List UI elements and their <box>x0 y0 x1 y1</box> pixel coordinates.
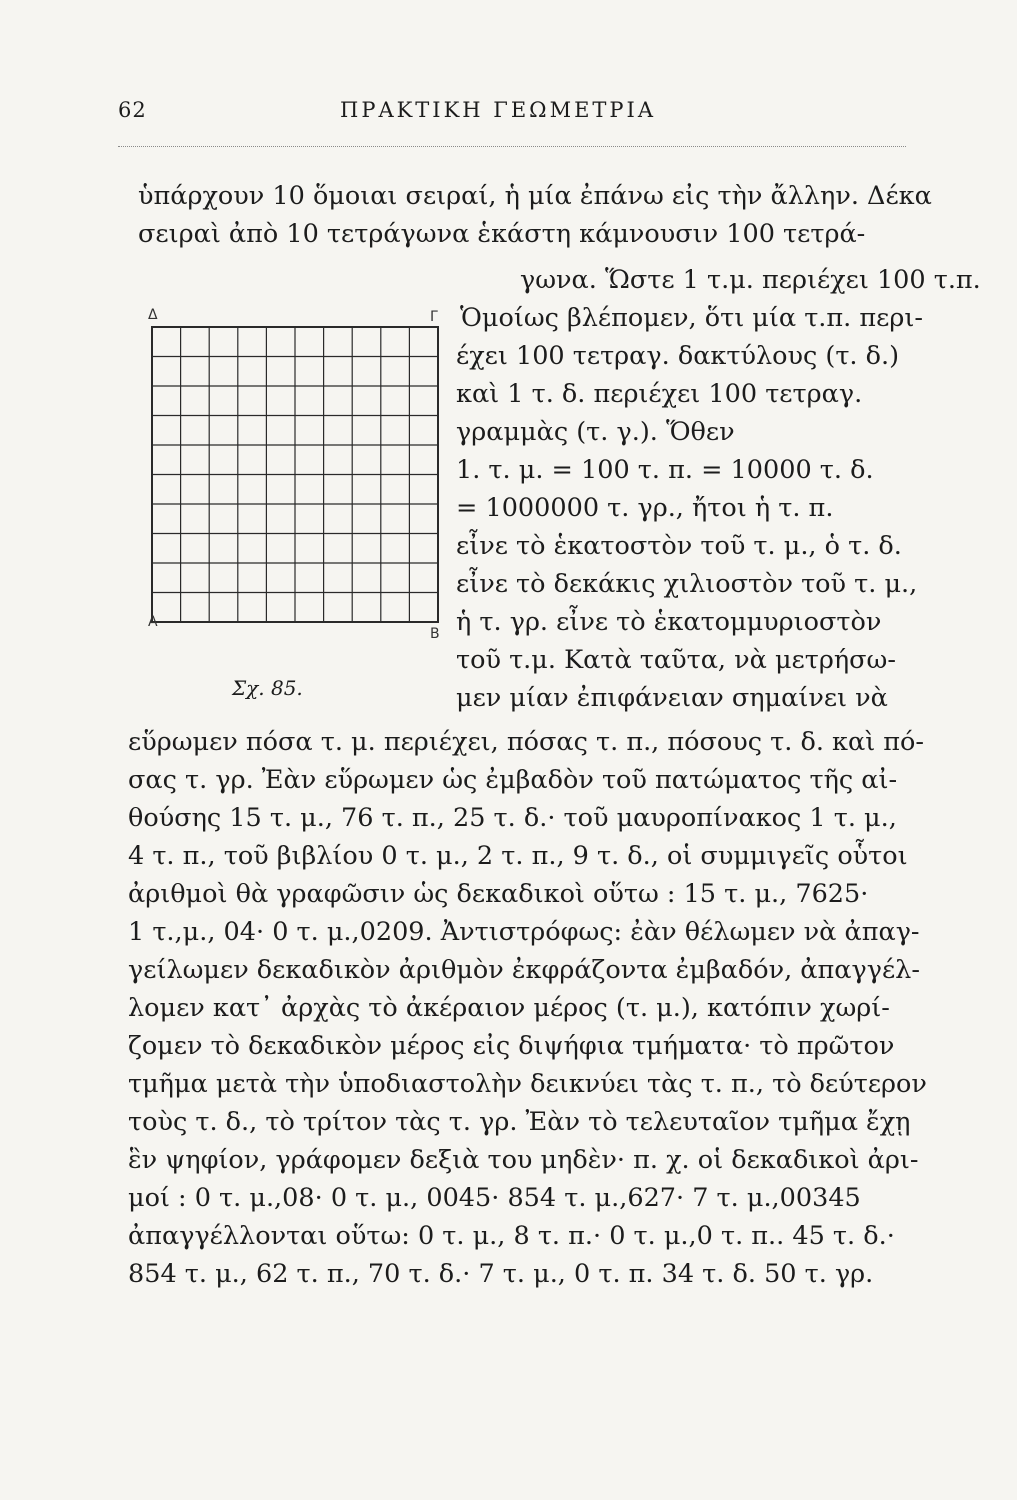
side-line-4: καὶ 1 τ. δ. περιέχει 100 τετραγ. <box>456 379 863 409</box>
figure-label-top-left: Δ <box>148 307 158 323</box>
text-line-bottom-8: λομεν κατ᾽ ἀρχὰς τὸ ἀκέραιον μέρος (τ. μ.), κατόπιν χωρί- <box>128 993 890 1023</box>
figure-label-bottom-right: Β <box>430 626 440 642</box>
text-line-bottom-10: τμῆμα μετὰ τὴν ὑποδιαστολὴν δεικνύει τὰς τ. π., τὸ δεύτερον <box>128 1069 927 1099</box>
text-line-bottom-11: τοὺς τ. δ., τὸ τρίτον τὰς τ. γρ. Ἐὰν τὸ τελευταῖον τμῆμα ἔχῃ <box>128 1107 911 1137</box>
side-line-6: 1. τ. μ. = 100 τ. π. = 10000 τ. δ. <box>456 455 874 485</box>
text-line-bottom-15: 854 τ. μ., 62 τ. π., 70 τ. δ.· 7 τ. μ., 0 τ. π. 34 τ. δ. 50 τ. γρ. <box>128 1259 874 1289</box>
text-line-bottom-7: γείλωμεν δεκαδικὸν ἀριθμὸν ἐκφράζοντα ἐμβαδόν, ἀπαγγέλ- <box>128 955 920 985</box>
figure-label-top-right: Γ <box>430 309 438 325</box>
side-line-1: γωνα. Ὥστε 1 τ.μ. περιέχει 100 τ.π. <box>520 265 981 295</box>
side-line-3: έχει 100 τετραγ. δακτύλους (τ. δ.) <box>456 341 900 371</box>
text-line-bottom-4: 4 τ. π., τοῦ βιβλίου 0 τ. μ., 2 τ. π., 9 τ. δ., οἱ συμμιγεῖς οὗτοι <box>128 841 908 871</box>
text-line-bottom-12: ἓν ψηφίον, γράφομεν δεξιὰ του μηδὲν· π. χ. οἱ δεκαδικοὶ ἀρι- <box>128 1145 919 1175</box>
text-line-top-2: σειραὶ ἀπὸ 10 τετράγωνα ἑκάστη κάμνουσιν 100 τετρά- <box>138 219 866 249</box>
side-line-8: εἶνε τὸ ἑκατοστὸν τοῦ τ. μ., ὁ τ. δ. <box>456 531 902 561</box>
side-line-7: = 1000000 τ. γρ., ἤτοι ἡ τ. π. <box>456 493 834 523</box>
text-line-bottom-3: θούσης 15 τ. μ., 76 τ. π., 25 τ. δ.· τοῦ μαυροπίνακος 1 τ. μ., <box>128 803 897 833</box>
running-head: ΠΡΑΚΤΙΚΗ ΓΕΩΜΕΤΡΙΑ <box>340 98 657 122</box>
figure-label-bottom-left: Α <box>148 614 158 630</box>
text-line-bottom-2: σας τ. γρ. Ἐὰν εὕρωμεν ὡς ἐμβαδὸν τοῦ πατώματος τῆς αἰ- <box>128 765 898 795</box>
side-line-12: μεν μίαν ἐπιφάνειαν σημαίνει νὰ <box>456 683 888 713</box>
side-line-9: εἶνε τὸ δεκάκις χιλιοστὸν τοῦ τ. μ., <box>456 569 918 599</box>
text-line-bottom-9: ζομεν τὸ δεκαδικὸν μέρος εἰς διψήφια τμήματα· τὸ πρῶτον <box>128 1031 895 1061</box>
side-line-11: τοῦ τ.μ. Κατὰ ταῦτα, νὰ μετρήσω- <box>456 645 896 675</box>
text-line-bottom-13: μοί : 0 τ. μ.,08· 0 τ. μ., 0045· 854 τ. μ.,627· 7 τ. μ.,00345 <box>128 1183 861 1213</box>
figure-caption: Σχ. 85. <box>232 676 303 700</box>
text-line-top-1: ὑπάρχουν 10 ὅμοιαι σειραί, ἡ μία ἐπάνω εἰς τὴν ἄλλην. Δέκα <box>138 181 932 211</box>
text-line-bottom-5: ἀριθμοὶ θὰ γραφῶσιν ὡς δεκαδικοὶ οὕτω : 15 τ. μ., 7625· <box>128 879 869 909</box>
text-line-bottom-6: 1 τ.,μ., 04· 0 τ. μ.,0209. Ἀντιστρόφως: ἐὰν θέλωμεν νὰ ἀπαγ- <box>128 917 920 947</box>
text-line-bottom-1: εὕρωμεν πόσα τ. μ. περιέχει, πόσας τ. π., πόσους τ. δ. καὶ πό- <box>128 727 925 757</box>
side-line-2: Ὁμοίως βλέπομεν, ὅτι μία τ.π. περι- <box>460 303 923 333</box>
side-line-5: γραμμὰς (τ. γ.). Ὅθεν <box>456 417 735 447</box>
side-line-10: ἡ τ. γρ. εἶνε τὸ ἑκατομμυριοστὸν <box>456 607 882 637</box>
page-number: 62 <box>118 98 147 122</box>
text-line-bottom-14: ἀπαγγέλλονται οὕτω: 0 τ. μ., 8 τ. π.· 0 τ. μ.,0 τ. π.. 45 τ. δ.· <box>128 1221 895 1251</box>
